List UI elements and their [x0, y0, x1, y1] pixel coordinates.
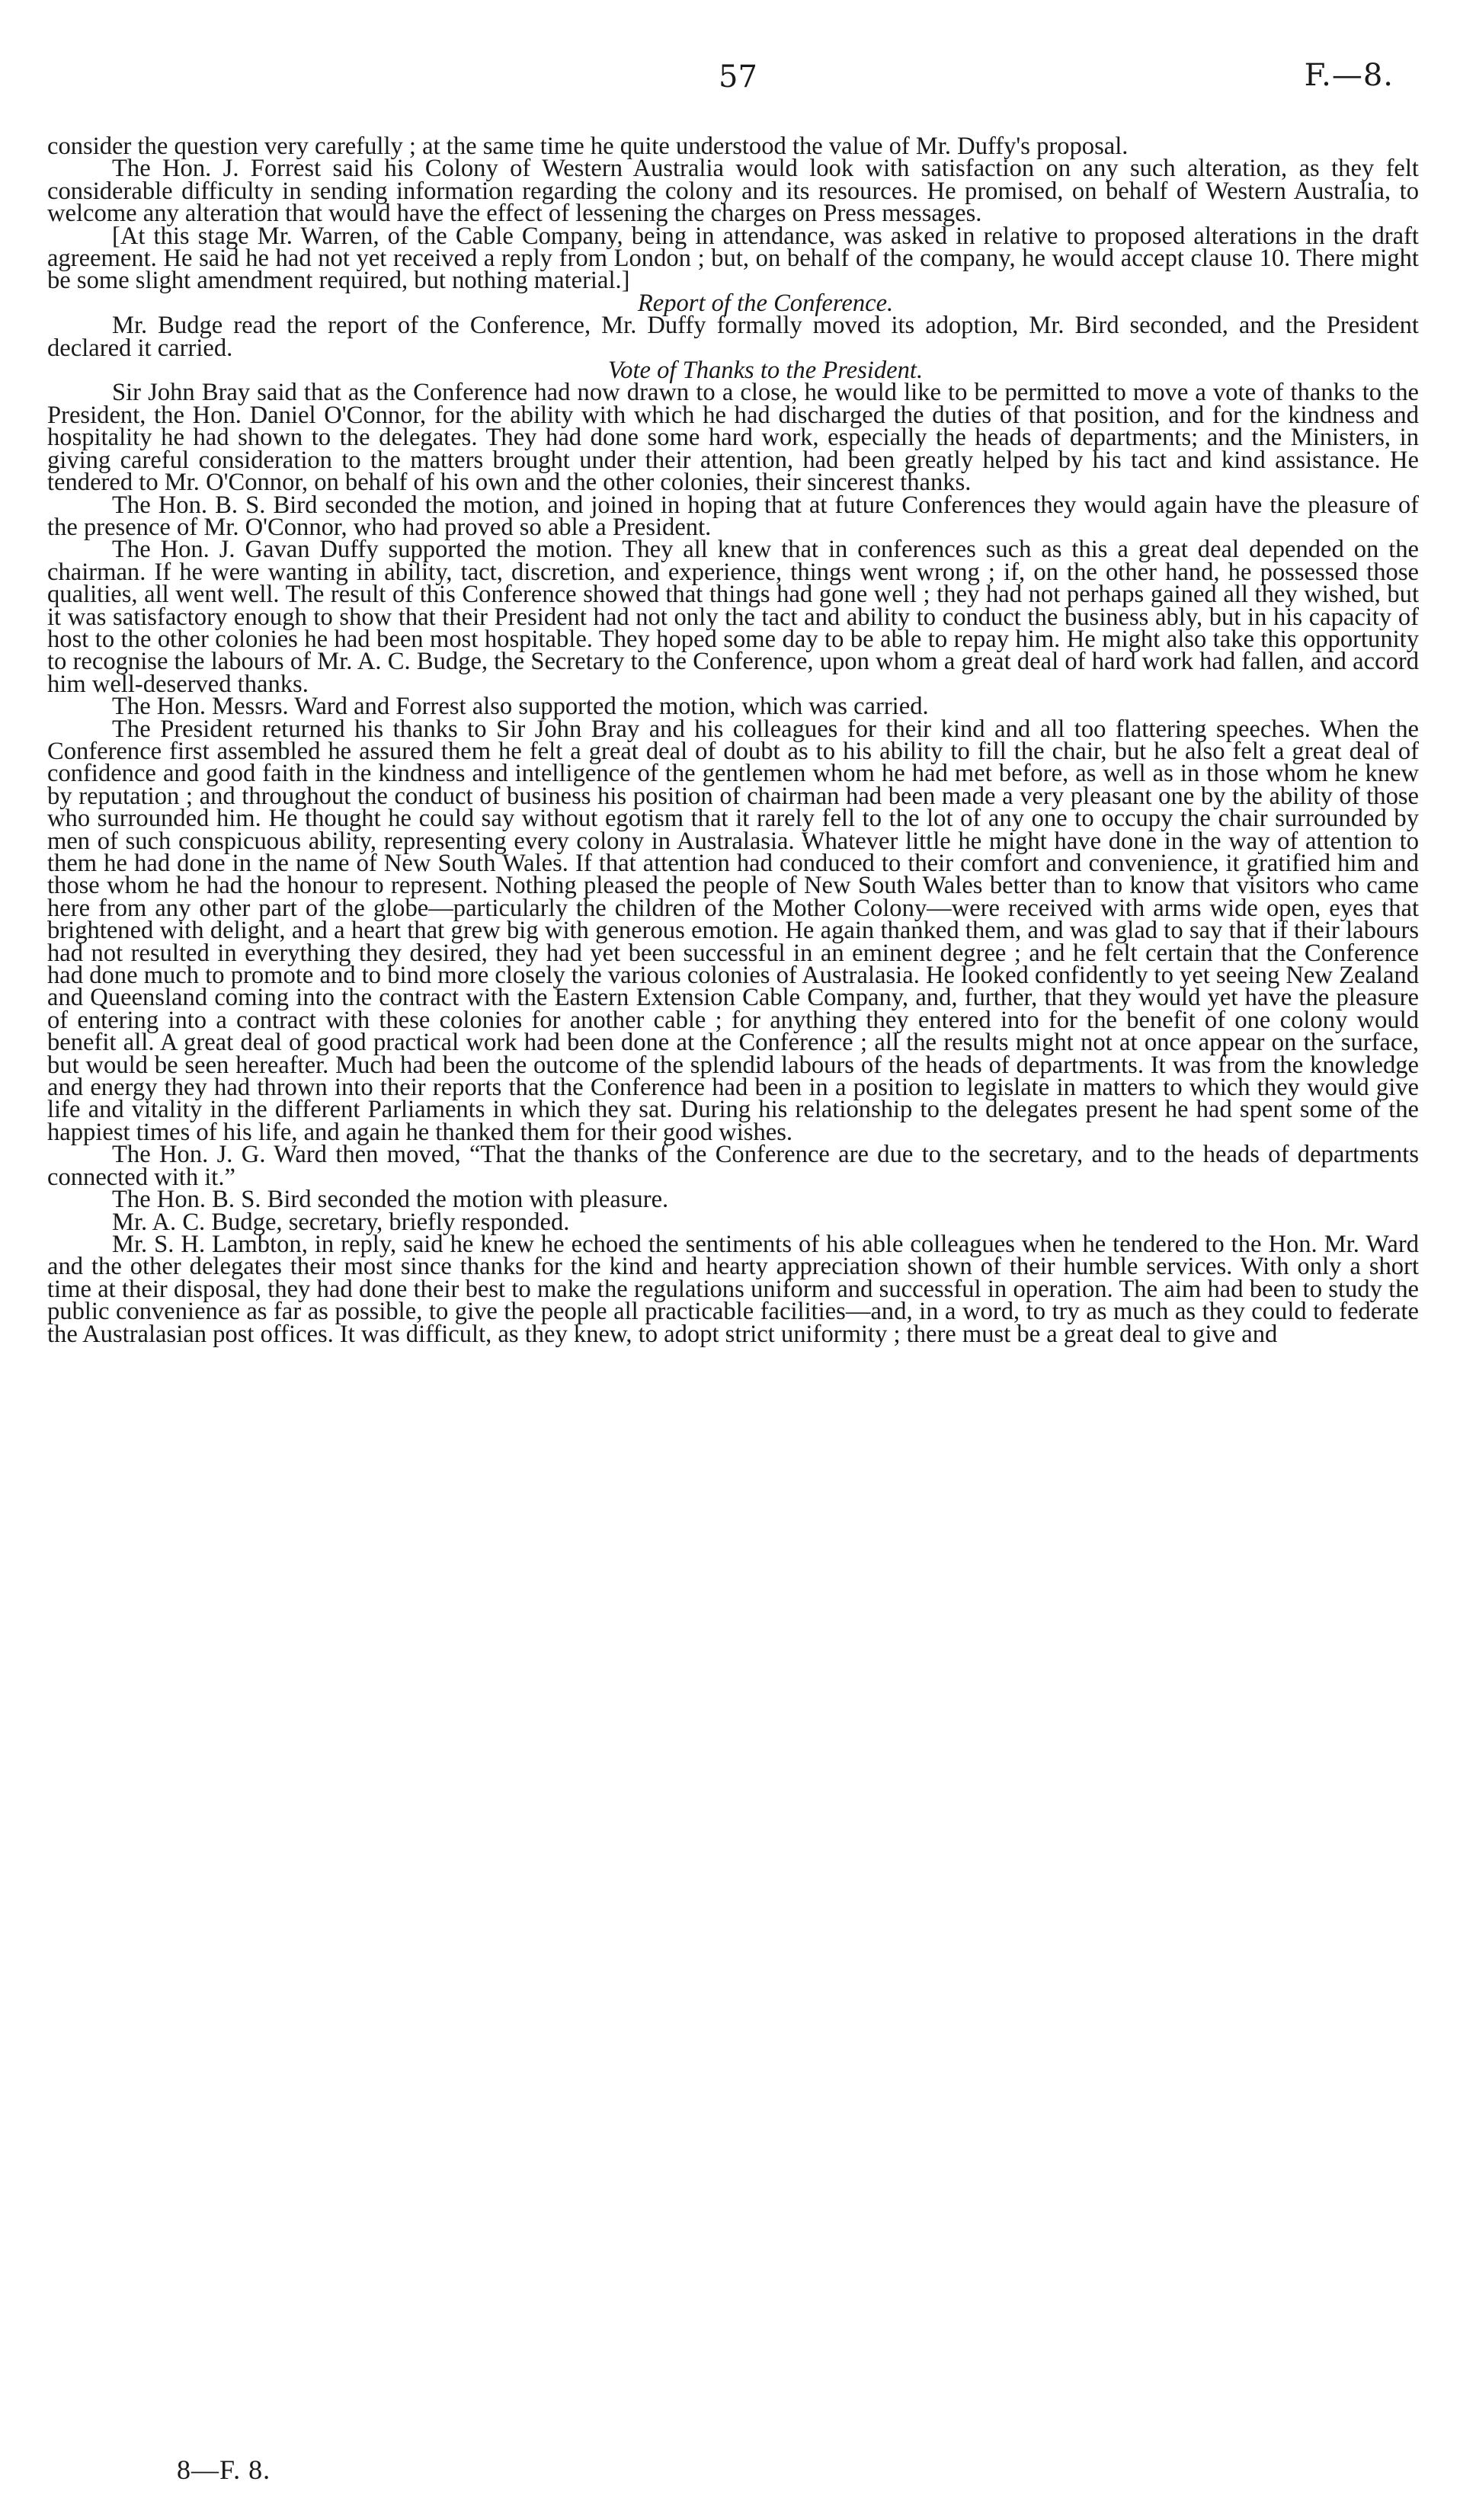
- paragraph: Mr. S. H. Lambton, in reply, said he knew he echoed the sentiments of his able colleagues when he tendered to the Hon. Mr. Ward and the other delegates their most since thanks for the kind and hearty appreciation shown of their humble services. With only a short time at their disposal, they had done their best to make the regulations uniform and successful in operation. The aim had been to study the public convenience as far as possible, to give the people all practicable facilities—and, in a word, to try as much as they could to federate the Australasian post offices. It was difficult, as they knew, to adopt strict uniformity ; there must be a great deal to give and: [47, 1230, 1419, 1348]
- paragraph: The Hon. J. Gavan Duffy supported the motion. They all knew that in conferences such as this a great deal depended on the chairman. If he were wanting in ability, tact, discretion, and experience, things went wrong ; if, on the other hand, he possessed those qualities, all went well. The result of this Conference showed that things had gone well ; they had not perhaps gained all they wished, but it was satisfactory enough to show that their President had not only the tact and ability to conduct the business ably, but in his capacity of host to the other colonies he had been most hospitable. They hoped some day to be able to repay him. He might also take this opportunity to recognise the labours of Mr. A. C. Budge, the Secretary to the Conference, upon whom a great deal of hard work had fallen, and accord him well-deserved thanks.: [47, 536, 1419, 698]
- paragraph: The Hon. B. S. Bird seconded the motion with pleasure.: [112, 1186, 669, 1214]
- paragraph: The Hon. J. G. Ward then moved, “That the thanks of the Conference are due to the secretary, and to the heads of departments connected with it.”: [47, 1141, 1419, 1191]
- paragraph: [At this stage Mr. Warren, of the Cable Company, being in attendance, was asked in relative to proposed alterations in the draft agreement. He said he had not yet received a reply from London ; but, on behalf of the company, he would accept clause 10. There might be some slight amendment required, but nothing material.]: [47, 222, 1419, 295]
- paragraph: The President returned his thanks to Sir John Bray and his colleagues for their kind and all too flattering speeches. When the Conference first assembled he assured them he felt a great deal of doubt as to his ability to fill the chair, but he also felt a great deal of confidence and good faith in the kindness and intelligence of the gentlemen whom he had met before, as well as in those whom he knew by reputation ; and throughout the conduct of business his position of chairman had been made a very pleasant one by the ability of those who surrounded him. He thought he could say without egotism that it rarely fell to the lot of any one to occupy the chair surrounded by men of such conspicuous ability, representing every colony in Australasia. Whatever little he might have done in the way of attention to them he had done in the name of New South Wales. If that attention had conduced to their comfort and convenience, it gratified him and those whom he had the honour to represent. Nothing pleased the people of New South Wales better than to know that visitors who came here from any other part of the globe—particularly the children of the Mother Colony—were received with arms wide open, eyes that brightened with delight, and a heart that grew big with generous emotion. He again thanked them, and was glad to say that if their labours had not resulted in everything they desired, they had yet been successful in an eminent degree ; and he felt certain that the Conference had done much to promote and to bind more closely the various colonies of Australasia. He looked confidently to yet seeing New Zealand and Queensland coming into the contract with the Eastern Extension Cable Company, and, further, that they would yet have the pleasure of entering into a contract with these colonies for another cable ; for anything they entered into for the benefit of one colony would benefit all. A great deal of good practical work had been done at the Conference ; all the results might not at once appear on the surface, but would be seen hereafter. Much had been the outcome of the splendid labours of the heads of departments. It was from the knowledge and energy they had thrown into their reports that the Conference had been in a position to legislate in matters to which they would give life and vitality in the different Parliaments in which they sat. During his relationship to the delegates present he had spent some of the happiest times of his life, and again he thanked them for their good wishes.: [47, 715, 1419, 1146]
- paragraph: consider the question very carefully ; at the same time he quite understood the value of Mr. Duffy's proposal.: [47, 133, 1129, 160]
- paragraph: Mr. Budge read the report of the Conference, Mr. Duffy formally moved its adoption, Mr. Bird seconded, and the President declared it carried.: [47, 312, 1419, 362]
- paragraph: The Hon. B. S. Bird seconded the motion, and joined in hoping that at future Conferences they would again have the pleasure of the presence of Mr. O'Connor, who had proved so able a President.: [47, 491, 1419, 541]
- paragraph: The Hon. Messrs. Ward and Forrest also supported the motion, which was carried.: [112, 693, 929, 721]
- body-text: [47, 133, 1419, 1348]
- page-number: 57: [719, 59, 757, 94]
- paragraph: Sir John Bray said that as the Conference had now drawn to a close, he would like to be permitted to move a vote of thanks to the President, the Hon. Daniel O'Connor, for the ability with which he had discharged the duties of that position, and for the kindness and hospitality he had shown to the delegates. They had done some hard work, especially the heads of departments; and the Ministers, in giving careful consideration to the matters brought under their attention, had been greatly helped by his tact and kind assistance. He tendered to Mr. O'Connor, on behalf of his own and the other colonies, their sincerest thanks.: [47, 379, 1419, 497]
- paragraph: Mr. A. C. Budge, secretary, briefly responded.: [112, 1208, 570, 1236]
- signature-mark: 8—F. 8.: [177, 2454, 271, 2485]
- section-heading-vote-of-thanks: Vote of Thanks to the President.: [607, 357, 924, 385]
- section-heading-report: Report of the Conference.: [637, 289, 894, 317]
- paragraph: The Hon. J. Forrest said his Colony of Western Australia would look with satisfaction on any such alteration, as they felt considerable difficulty in sending information regarding the colony and its resources. He promised, on behalf of Western Australia, to welcome any alteration that would have the effect of lessening the charges on Press messages.: [47, 155, 1419, 228]
- document-reference: F.—8.: [1304, 58, 1394, 93]
